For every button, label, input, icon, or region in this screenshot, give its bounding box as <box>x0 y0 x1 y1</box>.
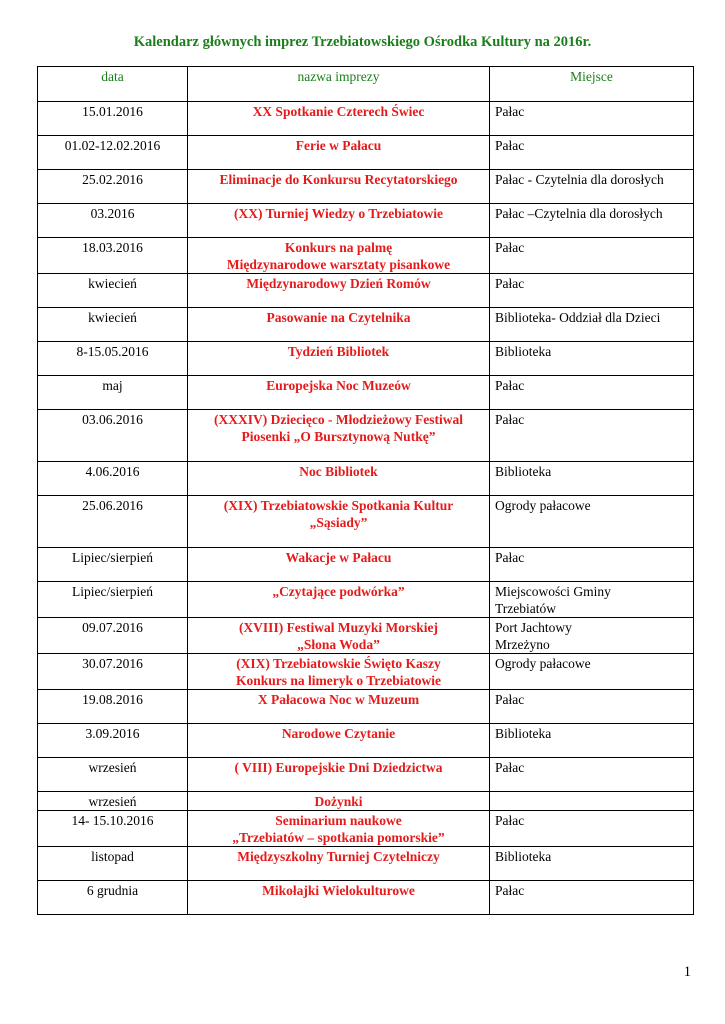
event-place <box>490 881 694 915</box>
event-date: kwiecień <box>38 308 188 342</box>
event-place <box>490 204 694 238</box>
event-place-line: Pałac <box>495 760 525 775</box>
event-place <box>490 342 694 376</box>
page-number: 1 <box>683 964 691 980</box>
event-place-line: Biblioteka <box>495 344 552 359</box>
event-date: 09.07.2016 <box>38 618 188 654</box>
event-place <box>490 376 694 410</box>
event-date: wrzesień <box>38 792 188 811</box>
event-date: 25.06.2016 <box>38 496 188 548</box>
event-place-line: Pałac <box>495 883 525 898</box>
event-place <box>490 811 694 847</box>
event-name-line: „Trzebiatów – spotkania pomorskie” <box>232 830 445 845</box>
event-place <box>490 238 694 274</box>
event-place-line: Pałac <box>495 550 525 565</box>
table-row <box>38 690 694 724</box>
event-place-line: Pałac - Czytelnia dla dorosłych <box>495 172 664 187</box>
event-name <box>188 496 490 548</box>
header-place: Miejsce <box>490 67 694 102</box>
event-name <box>188 376 490 410</box>
event-name <box>188 308 490 342</box>
event-place-line: Pałac <box>495 276 525 291</box>
table-row <box>38 274 694 308</box>
event-date: 14- 15.10.2016 <box>38 811 188 847</box>
event-date: wrzesień <box>38 758 188 792</box>
event-name-line: „Sąsiady” <box>309 515 368 530</box>
event-name-line: Dożynki <box>314 794 363 809</box>
event-place <box>490 410 694 462</box>
event-place <box>490 792 694 811</box>
event-place-line: Ogrody pałacowe <box>495 656 591 671</box>
event-name <box>188 274 490 308</box>
event-name-line: Ferie w Pałacu <box>295 138 382 153</box>
event-place-line: Pałac –Czytelnia dla dorosłych <box>495 206 663 221</box>
event-name <box>188 342 490 376</box>
event-place-line: Mrzeżyno <box>495 637 550 652</box>
table-header-row <box>38 67 694 102</box>
event-name <box>188 548 490 582</box>
event-place <box>490 758 694 792</box>
table-row <box>38 342 694 376</box>
event-place-line: Miejscowości Gminy <box>495 584 611 599</box>
event-name <box>188 847 490 881</box>
event-place-line: Pałac <box>495 412 525 427</box>
event-date: 03.2016 <box>38 204 188 238</box>
table-row <box>38 496 694 548</box>
event-place-line: Pałac <box>495 813 525 828</box>
event-place <box>490 274 694 308</box>
event-name-line: Europejska Noc Muzeów <box>266 378 411 393</box>
table-body <box>38 102 694 915</box>
table-row <box>38 811 694 847</box>
event-date: 03.06.2016 <box>38 410 188 462</box>
table-row <box>38 308 694 342</box>
event-name-line: Eliminacje do Konkursu Recytatorskiego <box>219 172 458 187</box>
event-name <box>188 410 490 462</box>
event-date: 25.02.2016 <box>38 170 188 204</box>
event-date: listopad <box>38 847 188 881</box>
event-place <box>490 170 694 204</box>
event-date: 19.08.2016 <box>38 690 188 724</box>
event-place <box>490 102 694 136</box>
event-name <box>188 582 490 618</box>
table-row <box>38 758 694 792</box>
event-place <box>490 618 694 654</box>
event-place-line: Biblioteka <box>495 726 552 741</box>
event-place <box>490 462 694 496</box>
table-row <box>38 881 694 915</box>
event-name-line: Wakacje w Pałacu <box>285 550 392 565</box>
event-date: 4.06.2016 <box>38 462 188 496</box>
table-row <box>38 582 694 618</box>
event-name-line: Międzyszkolny Turniej Czytelniczy <box>237 849 440 864</box>
event-name <box>188 690 490 724</box>
header-date: data <box>38 67 188 102</box>
event-place-line: Pałac <box>495 104 525 119</box>
event-name-line: Konkurs na limeryk o Trzebiatowie <box>236 673 441 688</box>
event-place-line: Pałac <box>495 692 525 707</box>
event-name-line: Mikołajki Wielokulturowe <box>262 883 415 898</box>
event-place-line: Biblioteka <box>495 849 552 864</box>
event-name-line: (XX) Turniej Wiedzy o Trzebiatowie <box>234 206 443 221</box>
event-date: Lipiec/sierpień <box>38 548 188 582</box>
event-name-line: (XXXIV) Dziecięco - Młodzieżowy Festiwal <box>214 412 463 427</box>
header-event-name: nazwa imprezy <box>188 67 490 102</box>
table-row <box>38 410 694 462</box>
event-name-line: Konkurs na palmę <box>284 240 393 255</box>
event-name-line: XX Spotkanie Czterech Świec <box>252 104 425 119</box>
event-place-line: Biblioteka- Oddział dla Dzieci <box>495 310 661 325</box>
event-date: kwiecień <box>38 274 188 308</box>
event-name-line: Noc Bibliotek <box>299 464 378 479</box>
event-name <box>188 724 490 758</box>
event-place-line: Pałac <box>495 138 525 153</box>
table-row <box>38 136 694 170</box>
table-row <box>38 548 694 582</box>
event-date: 8-15.05.2016 <box>38 342 188 376</box>
event-name <box>188 654 490 690</box>
table-row <box>38 792 694 811</box>
event-place-line: Port Jachtowy <box>495 620 572 635</box>
event-date: maj <box>38 376 188 410</box>
event-name-line: „Słona Woda” <box>297 637 380 652</box>
event-place <box>490 690 694 724</box>
event-name-line: (XVIII) Festiwal Muzyki Morskiej <box>238 620 439 635</box>
event-date: 15.01.2016 <box>38 102 188 136</box>
event-name <box>188 204 490 238</box>
event-place <box>490 847 694 881</box>
event-place-line: Ogrody pałacowe <box>495 498 591 513</box>
event-name-line: X Pałacowa Noc w Muzeum <box>257 692 420 707</box>
event-name-line: (XIX) Trzebiatowskie Święto Kaszy <box>236 656 441 671</box>
events-table <box>37 66 694 915</box>
event-name <box>188 462 490 496</box>
event-name-line: Międzynarodowy Dzień Romów <box>246 276 431 291</box>
event-place <box>490 654 694 690</box>
event-date: 30.07.2016 <box>38 654 188 690</box>
event-place <box>490 136 694 170</box>
event-name <box>188 758 490 792</box>
event-name-line: (XIX) Trzebiatowskie Spotkania Kultur <box>223 498 454 513</box>
event-name <box>188 811 490 847</box>
event-name-line: Piosenki „O Bursztynową Nutkę” <box>241 429 436 444</box>
event-name <box>188 792 490 811</box>
event-date: 6 grudnia <box>38 881 188 915</box>
table-row <box>38 847 694 881</box>
event-name <box>188 238 490 274</box>
table-row <box>38 654 694 690</box>
event-name <box>188 102 490 136</box>
document-title: Kalendarz głównych imprez Trzebiatowskiego Ośrodka Kultury na 2016r. <box>133 34 592 50</box>
event-name <box>188 170 490 204</box>
event-place <box>490 548 694 582</box>
event-name <box>188 136 490 170</box>
event-name <box>188 618 490 654</box>
event-place <box>490 496 694 548</box>
event-name-line: Narodowe Czytanie <box>281 726 396 741</box>
table-row <box>38 238 694 274</box>
event-name-line: ( VIII) Europejskie Dni Dziedzictwa <box>234 760 443 775</box>
table-row <box>38 724 694 758</box>
event-date: Lipiec/sierpień <box>38 582 188 618</box>
table-row <box>38 170 694 204</box>
event-name-line: Seminarium naukowe <box>275 813 402 828</box>
event-name-line: Tydzień Bibliotek <box>287 344 390 359</box>
event-name-line: Międzynarodowe warsztaty pisankowe <box>226 257 451 272</box>
event-date: 01.02-12.02.2016 <box>38 136 188 170</box>
event-name-line: Pasowanie na Czytelnika <box>266 310 411 325</box>
event-place-line: Pałac <box>495 378 525 393</box>
table-row <box>38 204 694 238</box>
event-place <box>490 582 694 618</box>
event-name-line: „Czytające podwórka” <box>272 584 405 599</box>
event-date: 18.03.2016 <box>38 238 188 274</box>
table-row <box>38 462 694 496</box>
table-row <box>38 376 694 410</box>
event-place-line: Biblioteka <box>495 464 552 479</box>
table-row <box>38 618 694 654</box>
event-place-line: Pałac <box>495 240 525 255</box>
table-row <box>38 102 694 136</box>
event-place <box>490 724 694 758</box>
event-place <box>490 308 694 342</box>
event-name <box>188 881 490 915</box>
event-date: 3.09.2016 <box>38 724 188 758</box>
event-place-line: Trzebiatów <box>495 601 556 616</box>
